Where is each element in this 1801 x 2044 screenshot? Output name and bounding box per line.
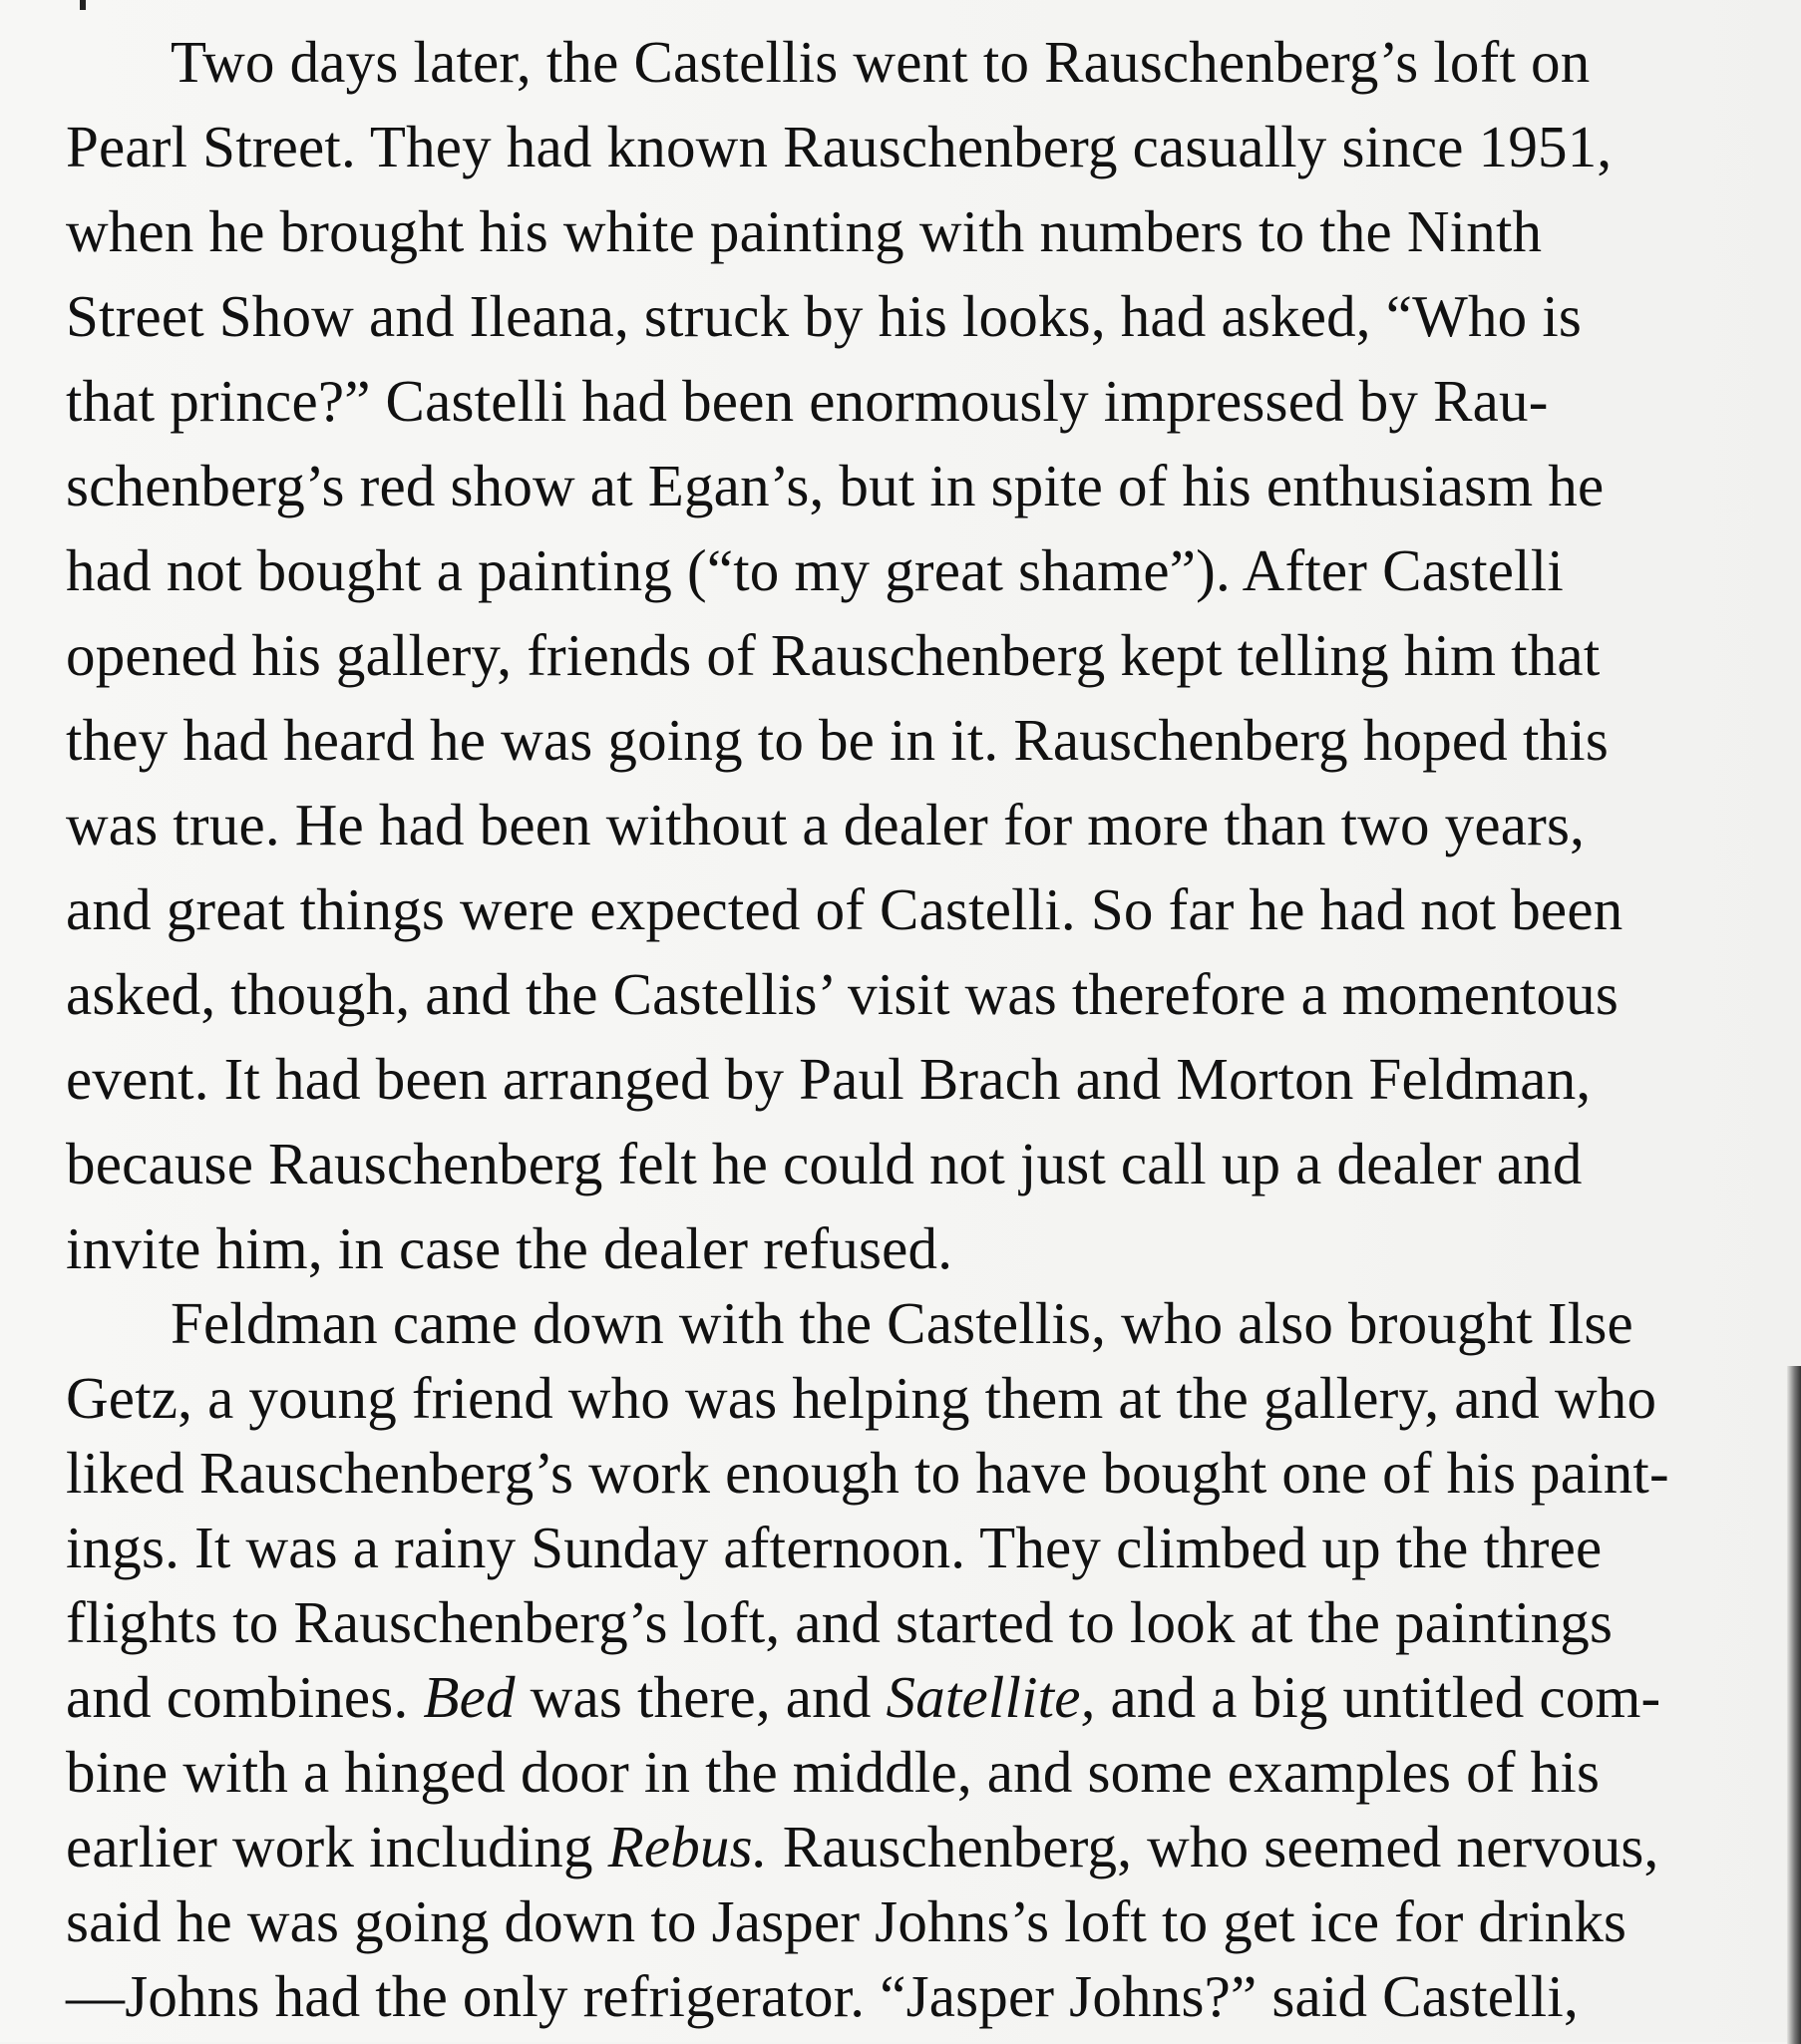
page-edge-shadow — [1787, 1366, 1801, 2044]
text-line: event. It had been arranged by Paul Brach and Morton Feldman, — [66, 1046, 1592, 1112]
cut-off-letter-fragment — [80, 0, 86, 10]
text-line: asked, though, and the Castellis’ visit was therefore a momentous — [66, 961, 1620, 1027]
text-line: flights to Rauschenberg’s loft, and started to look at the paintings — [66, 1589, 1614, 1655]
text-line: ings. It was a rainy Sunday afternoon. They climbed up the three — [66, 1515, 1603, 1580]
text-line: Getz, a young friend who was helping them at the gallery, and who — [66, 1365, 1657, 1431]
text-line: they had heard he was going to be in it. Rauschenberg hoped this — [66, 707, 1610, 773]
text-line: liked Rauschenberg’s work enough to have bought one of his paint- — [66, 1440, 1669, 1506]
text-line-with-italic-title — [66, 1807, 1761, 1886]
text-line: Pearl Street. They had known Rauschenberg casually since 1951, — [66, 114, 1613, 179]
text-line: when he brought his white painting with numbers to the Ninth — [66, 198, 1543, 264]
text-line: schenberg’s red show at Egan’s, but in spite of his enthusiasm he — [66, 453, 1605, 518]
artwork-title-satellite: Satellite, — [886, 1664, 1096, 1730]
text-run: Rauschenberg, who seemed nervous, — [767, 1814, 1659, 1879]
text-line: Street Show and Ileana, struck by his looks, had asked, “Who is — [66, 283, 1583, 349]
text-line: Feldman came down with the Castellis, who also brought Ilse — [171, 1290, 1633, 1356]
text-line: invite him, in case the dealer refused. — [66, 1215, 953, 1281]
artwork-title-bed: Bed — [423, 1664, 516, 1730]
text-line: —Johns had the only refrigerator. “Jasper Johns?” said Castelli, — [66, 1963, 1579, 2029]
artwork-title-rebus: Rebus. — [607, 1814, 768, 1879]
text-run: earlier work including — [66, 1814, 608, 1879]
text-run: and a big untitled com- — [1095, 1664, 1661, 1730]
text-line: opened his gallery, friends of Rauschenberg kept telling him that — [66, 622, 1601, 688]
text-line: bine with a hinged door in the middle, and some examples of his — [66, 1739, 1601, 1805]
text-run: was there, and — [515, 1664, 887, 1730]
text-line: and great things were expected of Castelli. So far he had not been — [66, 876, 1623, 942]
text-line: Two days later, the Castellis went to Rauschenberg’s loft on — [171, 29, 1591, 95]
text-line-with-italic-titles — [66, 1657, 1761, 1737]
text-line: had not bought a painting (“to my great shame”). After Castelli — [66, 537, 1564, 603]
text-line: because Rauschenberg felt he could not just call up a dealer and — [66, 1131, 1583, 1196]
text-run: and combines. — [66, 1664, 424, 1730]
text-line: was true. He had been without a dealer for more than two years, — [66, 792, 1586, 857]
text-line: said he was going down to Jasper Johns’s loft to get ice for drinks — [66, 1888, 1627, 1954]
text-line: that prince?” Castelli had been enormously impressed by Rau- — [66, 368, 1549, 434]
